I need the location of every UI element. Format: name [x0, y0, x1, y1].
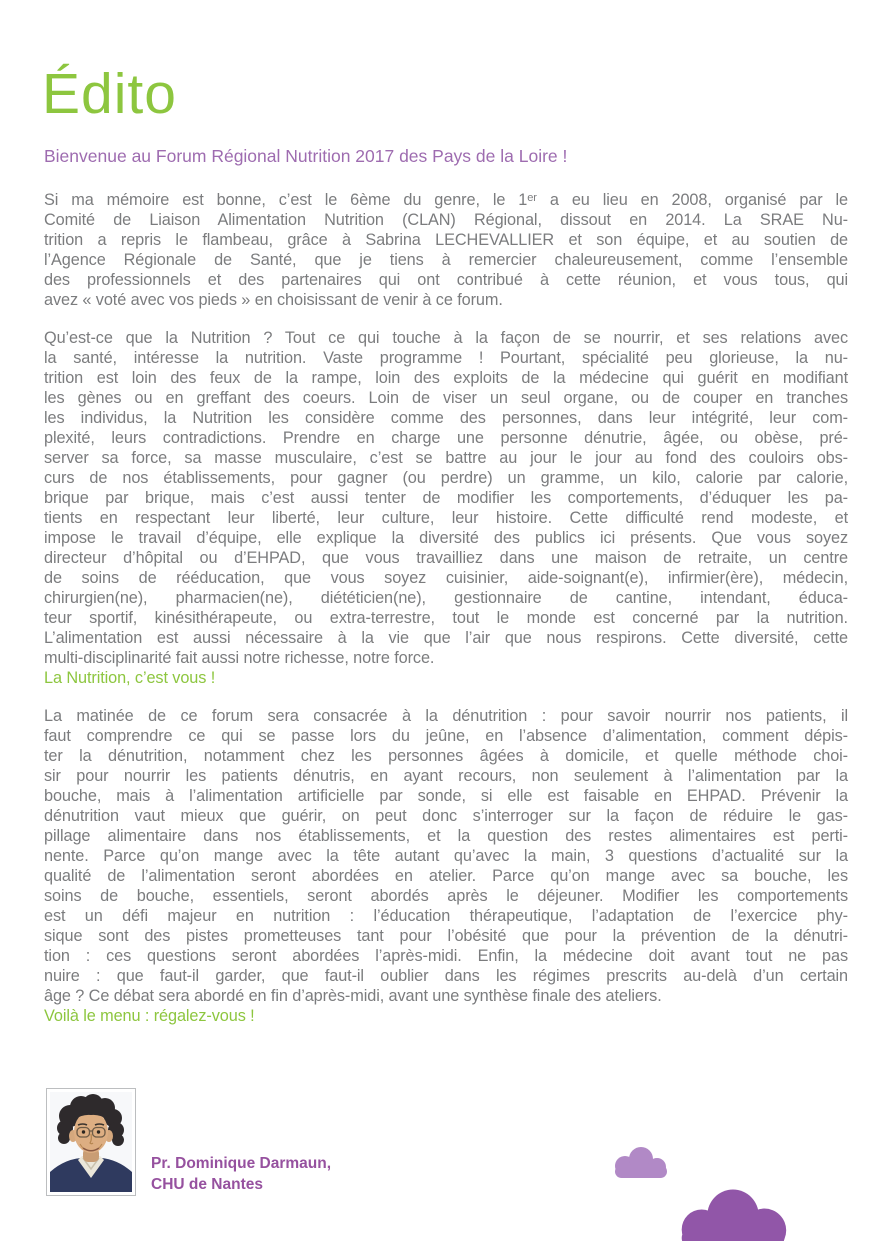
cloud-icon-small	[612, 1146, 670, 1183]
paragraph-line: les individus, la Nutrition les considère comme des personnes, dans leur intégrité, leur com-	[44, 409, 848, 427]
paragraph-line: qualité de l’alimentation seront abordées en atelier. Parce qu’on mange avec sa bouche, les	[44, 867, 848, 885]
paragraph-line: l’Agence Régionale de Santé, que je tiens à remercier chaleureusement, comme l’ensemble	[44, 251, 848, 269]
author-signature	[151, 1153, 331, 1195]
author-name: Pr. Dominique Darmaun,	[151, 1155, 332, 1172]
paragraph-line: bouche, mais à l’alimentation artificielle par sonde, si elle est faisable en EHPAD. Prévenir la	[44, 787, 848, 805]
paragraph-line: nente. Parce qu’on mange avec la tête autant qu’avec la main, 3 questions d’actualité sur la	[44, 847, 848, 865]
paragraph-line: chirurgien(ne), pharmacien(ne), diététicien(ne), gestionnaire de cantine, intendant, éduca-	[44, 589, 848, 607]
paragraph-line: plexité, leurs contradictions. Prendre en charge une personne dénutrie, âgée, ou obèse, pré-	[44, 429, 848, 447]
paragraph-line: impose le travail d’équipe, elle explique la diversité des publics ici présents. Que vous soyez	[44, 529, 848, 547]
paragraph-line: directeur d’hôpital ou d’EHPAD, que vous travailliez dans une maison de retraite, un centre	[44, 549, 848, 567]
author-photo	[46, 1088, 136, 1196]
paragraph-line: curs de nos établissements, pour gagner (ou perdre) un gramme, un kilo, calorie par calorie,	[44, 469, 848, 487]
author-affiliation: CHU de Nantes	[151, 1176, 263, 1193]
paragraph-line: teur sportif, kinésithérapeute, ou extra-terrestre, tout le monde est concerné par la nutrition.	[44, 609, 848, 627]
paragraph-line: L’alimentation est aussi nécessaire à la vie que l’air que nous respirons. Cette diversité, cette	[44, 629, 848, 647]
paragraph-line: pillage alimentaire dans nos établissements, et la question des restes alimentaires est perti-	[44, 827, 848, 845]
portrait-illustration	[50, 1092, 132, 1192]
paragraph-line: est un défi majeur en nutrition : l’éducation thérapeutique, l’adaptation de l’exercice phy-	[44, 907, 848, 925]
paragraph-line: dénutrition vaut mieux que guérir, on peut donc s’interroger sur la façon de réduire le gas-	[44, 807, 848, 825]
paragraph-line: brique par brique, mais c’est aussi tenter de modifier les comportements, d’éduquer les pa-	[44, 489, 848, 507]
paragraph-line: Si ma mémoire est bonne, c’est le 6ème du genre, le 1ᵉʳ a eu lieu en 2008, organisé par le	[44, 191, 848, 209]
highlight-line: La Nutrition, c’est vous !	[44, 669, 216, 687]
paragraph-line: âge ? Ce débat sera abordé en fin d’après-midi, avant une synthèse finale des ateliers.	[44, 987, 662, 1005]
paragraph-line: soins de bouche, essentiels, seront abordés après le déjeuner. Modifier les comportements	[44, 887, 848, 905]
highlight-line: Voilà le menu : régalez-vous !	[44, 1007, 255, 1025]
body-text	[44, 190, 848, 1044]
paragraph-line: sir pour nourrir les patients dénutris, en ayant recours, non seulement à l’alimentation par la	[44, 767, 848, 785]
cloud-icon-large	[676, 1188, 790, 1241]
paragraph-line: Qu’est-ce que la Nutrition ? Tout ce qui touche à la façon de se nourrir, et ses relations avec	[44, 329, 848, 347]
paragraph-line: avez « voté avec vos pieds » en choisissant de venir à ce forum.	[44, 291, 503, 309]
paragraph-line: multi-disciplinarité fait aussi notre richesse, notre force.	[44, 649, 435, 667]
paragraph-line: faut comprendre ce qui se passe lors du jeûne, en l’absence d’alimentation, comment dépis-	[44, 727, 848, 745]
paragraph-line: tients en respectant leur liberté, leur culture, leur histoire. Cette difficulté rend modeste, et	[44, 509, 848, 527]
paragraph-line: de soins de rééducation, que vous soyez cuisinier, aide-soignant(e), infirmier(ère), médecin,	[44, 569, 848, 587]
page-title: Édito	[42, 62, 177, 126]
paragraph-line: ter la dénutrition, notamment chez les personnes âgées à domicile, et quelle méthode choi-	[44, 747, 848, 765]
paragraph	[44, 328, 848, 688]
paragraph-line: trition a repris le flambeau, grâce à Sabrina LECHEVALLIER et son équipe, et au soutien de	[44, 231, 848, 249]
paragraph-line: server sa force, sa masse musculaire, c’est se battre au jour le jour au fond des couloirs obs-	[44, 449, 848, 467]
paragraph-line: Comité de Liaison Alimentation Nutrition (CLAN) Régional, dissout en 2014. La SRAE Nu-	[44, 211, 848, 229]
welcome-subtitle: Bienvenue au Forum Régional Nutrition 2017 des Pays de la Loire !	[44, 146, 568, 166]
paragraph	[44, 190, 848, 310]
paragraph-line: nuire : que faut-il garder, que faut-il oublier dans les régimes prescrits au-delà d’un certain	[44, 967, 848, 985]
author-block	[46, 1088, 331, 1196]
paragraph-line: sique sont des pistes prometteuses tant pour l’obésité que pour la prévention de la dénutri-	[44, 927, 848, 945]
paragraph-line: la santé, intéresse la nutrition. Vaste programme ! Pourtant, spécialité peu glorieuse, la nu-	[44, 349, 848, 367]
paragraph	[44, 706, 848, 1026]
paragraph-line: des professionnels et des partenaires qui ont contribué à cette réunion, et vous tous, qui	[44, 271, 848, 289]
paragraph-line: les gènes ou en greffant des coeurs. Loin de viser un seul organe, ou de couper en tranches	[44, 389, 848, 407]
paragraph-line: La matinée de ce forum sera consacrée à la dénutrition : pour savoir nourrir nos patients, il	[44, 707, 848, 725]
paragraph-line: trition est loin des feux de la rampe, loin des exploits de la médecine qui guérit en modifiant	[44, 369, 848, 387]
paragraph-line: tion : ces questions seront abordées l’après-midi. Enfin, la médecine doit avant tout ne pas	[44, 947, 848, 965]
